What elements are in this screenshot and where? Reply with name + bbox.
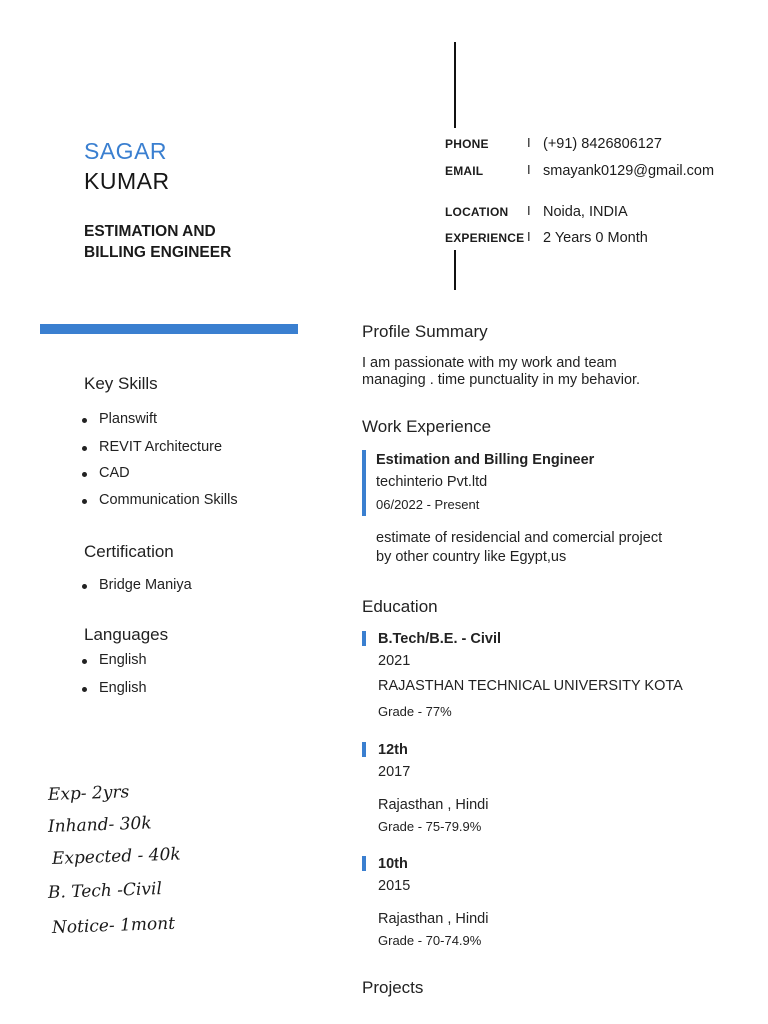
- education-marker: [362, 742, 366, 757]
- separator: I: [527, 162, 531, 177]
- education-degree: 10th: [378, 856, 408, 872]
- education-institute: Rajasthan , Hindi: [378, 797, 489, 813]
- language-item: English: [99, 652, 147, 668]
- projects-heading: Projects: [362, 978, 424, 997]
- skill-item: REVIT Architecture: [99, 439, 223, 455]
- certification-item: Bridge Maniya: [99, 577, 192, 593]
- experience-company: techinterio Pvt.ltd: [376, 474, 488, 490]
- first-name: SAGAR: [84, 138, 168, 164]
- divider-bottom: [454, 250, 456, 290]
- skill-item: Planswift: [99, 411, 158, 427]
- last-name: KUMAR: [84, 168, 170, 194]
- phone-value: (+91) 8426806127: [543, 136, 662, 152]
- education-grade: Grade - 75-79.9%: [378, 819, 482, 834]
- handwritten-note: Inhand- 30k: [47, 813, 152, 837]
- accent-bar: [40, 324, 298, 334]
- education-grade: Grade - 77%: [378, 704, 452, 719]
- education-heading: Education: [362, 597, 438, 616]
- skill-item: CAD: [99, 465, 130, 481]
- education-grade: Grade - 70-74.9%: [378, 933, 482, 948]
- education-marker: [362, 856, 366, 871]
- experience-period: 06/2022 - Present: [376, 497, 480, 512]
- experience-description-line-1: estimate of residencial and comercial project: [376, 530, 663, 546]
- key-skills-heading: Key Skills: [84, 374, 158, 393]
- job-title-line-2: BILLING ENGINEER: [84, 244, 232, 261]
- separator: I: [527, 203, 531, 218]
- email-value: smayank0129@gmail.com: [543, 163, 715, 179]
- experience-marker: [362, 450, 366, 516]
- language-item: English: [99, 680, 147, 696]
- separator: I: [527, 135, 531, 150]
- location-label: LOCATION: [445, 205, 509, 219]
- job-title-line-1: ESTIMATION AND: [84, 223, 216, 240]
- certification-heading: Certification: [84, 542, 174, 561]
- experience-value: 2 Years 0 Month: [543, 230, 648, 246]
- experience-label: EXPERIENCE: [445, 231, 525, 245]
- languages-heading: Languages: [84, 625, 169, 644]
- handwritten-note: Exp- 2yrs: [47, 782, 130, 805]
- handwritten-note: Notice- 1mont: [51, 913, 176, 938]
- education-degree: 12th: [378, 742, 408, 758]
- divider-top: [454, 42, 456, 128]
- experience-description-line-2: by other country like Egypt,us: [376, 549, 567, 565]
- email-label: EMAIL: [445, 164, 484, 178]
- profile-summary-line-2: managing . time punctuality in my behavior.: [362, 372, 641, 388]
- handwritten-note: B. Tech -Civil: [47, 879, 163, 903]
- education-marker: [362, 631, 366, 646]
- work-experience-heading: Work Experience: [362, 417, 492, 436]
- experience-role: Estimation and Billing Engineer: [376, 452, 595, 468]
- phone-label: PHONE: [445, 137, 489, 151]
- education-year: 2017: [378, 764, 411, 780]
- education-year: 2021: [378, 653, 411, 669]
- education-year: 2015: [378, 878, 411, 894]
- education-institute: RAJASTHAN TECHNICAL UNIVERSITY KOTA: [378, 678, 683, 694]
- education-degree: B.Tech/B.E. - Civil: [378, 631, 502, 647]
- profile-summary-line-1: I am passionate with my work and team: [362, 355, 617, 371]
- education-institute: Rajasthan , Hindi: [378, 911, 489, 927]
- profile-summary-heading: Profile Summary: [362, 322, 488, 341]
- skill-item: Communication Skills: [99, 492, 238, 508]
- job-title: [84, 221, 304, 263]
- handwritten-note: Expected - 40k: [51, 844, 182, 869]
- location-value: Noida, INDIA: [543, 204, 628, 220]
- separator: I: [527, 229, 531, 244]
